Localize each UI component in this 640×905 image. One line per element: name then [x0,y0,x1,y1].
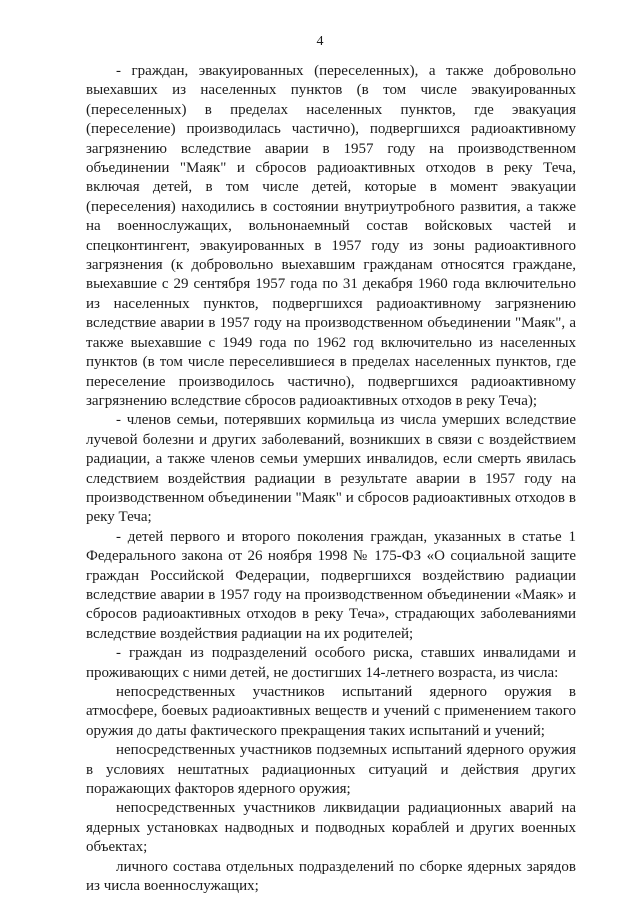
paragraph-special-risk-units: - граждан из подразделений особого риска, ставших инвалидами и проживающих с ними детей, не достигших 14-летнего возраста, из числа: [86,645,576,681]
page-number: 4 [316,34,324,49]
paragraph-underground-tests: непосредственных участников подземных испытаний ядерного оружия в условиях нештатных радиационных ситуаций и действия других поражающих факторов ядерного оружия; [86,742,576,798]
paragraph-accident-liquidation: непосредственных участников ликвидации радиационных аварий на ядерных установках надводных и подводных кораблей и других военных объектах; [86,800,576,856]
paragraph-family-members: - членов семьи, потерявших кормильца из числа умерших вследствие лучевой болезни и других заболеваний, возникших в связи с воздействием радиации, а также членов семьи умерших инвалидов, если смерть явилась следствием воздействия радиации в результате аварии в 1957 году на производственном объединении "Маяк" и сбросов радиоактивных отходов в реку Теча; [86,412,576,526]
paragraph-atmospheric-tests: непосредственных участников испытаний ядерного оружия в атмосфере, боевых радиоактивных веществ и учений с применением такого оружия до даты фактического прекращения таких испытаний и учений; [86,684,576,739]
paragraph-evacuated-citizens: - граждан, эвакуированных (переселенных), а также добровольно выехавших из населенных пунктов (в том числе эвакуированных (переселенных) в пределах населенных пунктов, где эвакуация (переселение) производилась частично), подвергшихся радиоактивному загрязнению вследствие аварии в 1957 году на производственном объединении "Маяк" и сбросов радиоактивных отходов в реку Теча, включая детей, в том числе детей, которые в момент эвакуации (переселения) находились в состоянии внутриутробного развития, а также на военнослужащих, вольнонаемный состав войсковых частей и спецконтингент, эвакуированных в 1957 году из зоны радиоактивного загрязнения (к добровольно выехавшим гражданам относятся граждане, выехавшие с 29 сентября 1957 года по 31 декабря 1960 года включительно из населенных пунктов, подвергшихся радиоактивному загрязнению вследствие аварии в 1957 году на производственном объединении "Маяк", а также выехавшие с 1949 года по 1962 год включительно из населенных пунктов (в том числе переселившиеся в пределах населенных пунктов, где переселение производилось частично), подвергшихся радиоактивному загрязнению вследствие сбросов радиоактивных отходов в реку Теча); [86,63,576,409]
document-body [86,62,576,896]
paragraph-children-generations: - детей первого и второго поколения граждан, указанных в статье 1 Федерального закона от 26 ноября 1998 № 175-ФЗ «О социальной защите граждан Российской Федерации, подвергшихся воздействию радиации вследствие аварии в 1957 году на производственном объединении «Маяк» и сбросов радиоактивных отходов в реку Теча», страдающих заболеваниями вследствие воздействия радиации на их родителей; [86,528,576,642]
paragraph-assembly-personnel: личного состава отдельных подразделений по сборке ядерных зарядов из числа военнослужащих; [86,858,576,895]
